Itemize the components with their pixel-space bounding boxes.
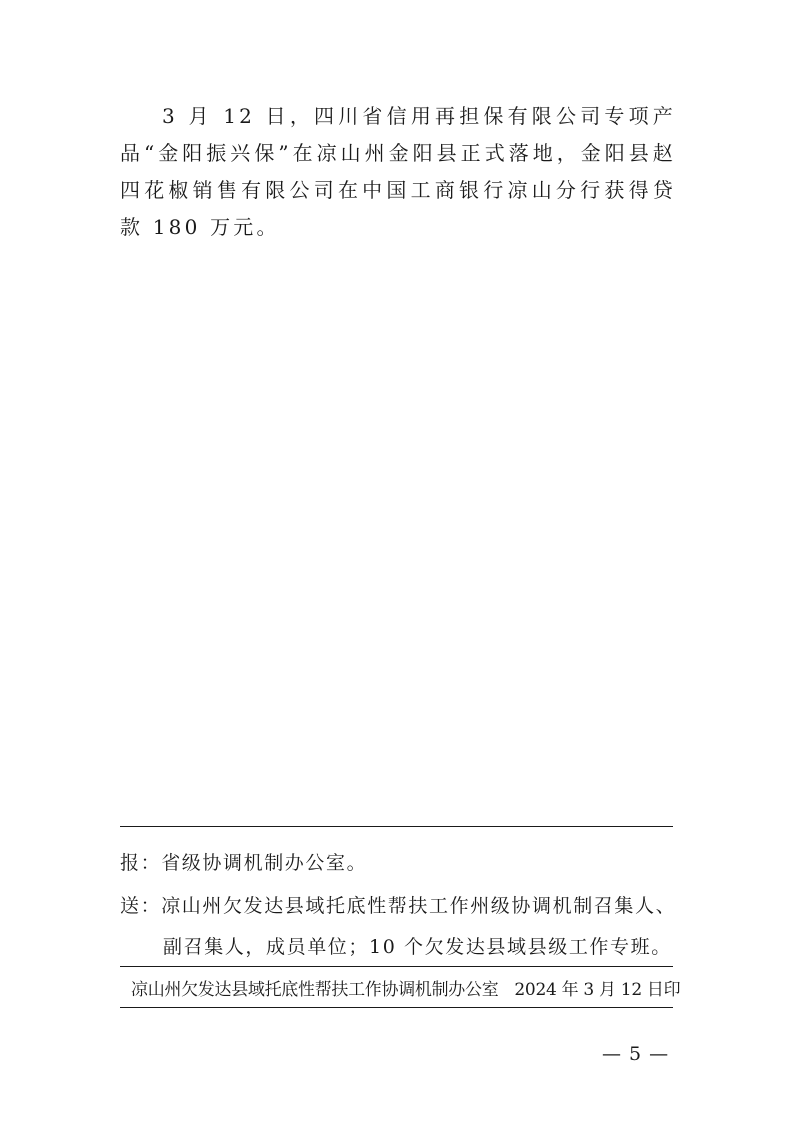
printer-line <box>131 975 680 1000</box>
send-to-line-continued: 副召集人，成员单位；10 个欠发达县域县级工作专班。 <box>163 936 672 958</box>
printer-top-rule <box>120 966 673 967</box>
body-paragraph: 3 月 12 日，四川省信用再担保有限公司专项产品“金阳振兴保”在凉山州金阳县正式落地，金阳县赵四花椒销售有限公司在中国工商银行凉山分行获得贷款 180 万元。 <box>120 104 676 239</box>
send-to-line: 送：凉山州欠发达县域托底性帮扶工作州级协调机制召集人、 <box>120 895 677 917</box>
page-number: — 5 — <box>602 1043 670 1065</box>
printer-bottom-rule <box>120 1007 673 1008</box>
report-to-line: 报：省级协调机制办公室。 <box>120 852 368 874</box>
distribution-top-rule <box>120 826 673 827</box>
issuing-office: 凉山州欠发达县域托底性帮扶工作协调机制办公室 <box>131 980 499 1000</box>
print-date: 2024 年 3 月 12 日印 <box>514 980 681 1000</box>
